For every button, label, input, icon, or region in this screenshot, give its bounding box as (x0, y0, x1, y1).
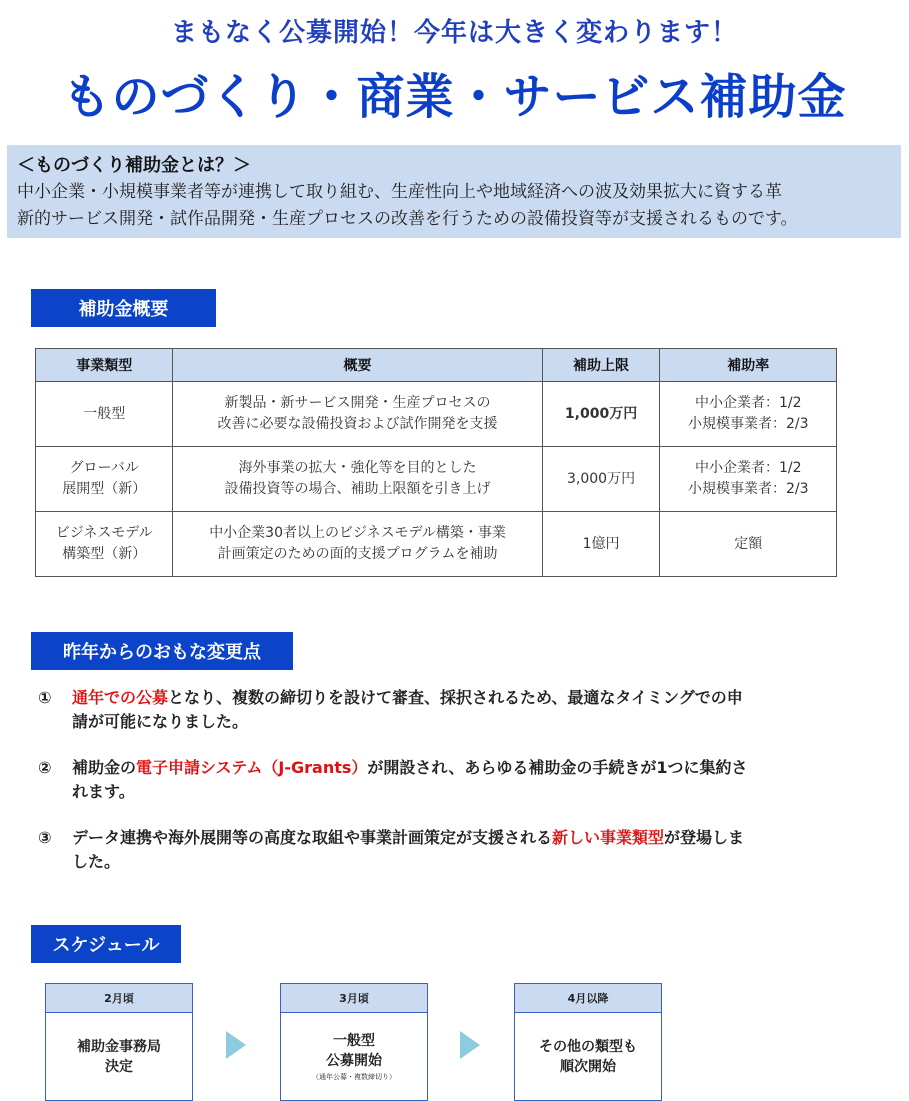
list-item (38, 826, 758, 874)
list-item (38, 686, 758, 734)
summary-cell (173, 382, 542, 447)
intro-text (17, 179, 891, 233)
table-row (36, 447, 837, 512)
item-text-post: となり、複数の締切りを設けて審査、採択されるため、最適なタイミングでの申請が可能になりました。 (72, 688, 743, 731)
item-text (72, 756, 758, 804)
intro-heading: ＜ものづくり補助金とは？＞ (17, 155, 251, 176)
table-header-row (36, 349, 837, 382)
rate-cell (660, 382, 837, 447)
schedule-period: 2月頃 (46, 984, 192, 1013)
item-number: ② (38, 758, 52, 777)
cell-line: 改善に必要な設備投資および試作開発を支援 (217, 416, 498, 432)
column-header: 補助上限 (542, 349, 660, 382)
cell-line: グローバル (69, 460, 139, 476)
section-label-schedule: スケジュール (31, 925, 181, 963)
type-cell (36, 512, 173, 577)
item-text-pre: データ連携や海外展開等の高度な取組や事業計画策定が支援される (72, 828, 553, 847)
section-label-overview: 補助金概要 (31, 289, 216, 327)
item-text-pre: 補助金の (72, 758, 137, 777)
limit-cell: 3,000万円 (542, 447, 660, 512)
schedule-line: 補助金事務局 (77, 1039, 161, 1055)
cell-line: 中小企業者：1/2 (694, 395, 802, 411)
cell-line: 構築型（新） (62, 546, 147, 562)
page-subtitle: まもなく公募開始！今年は大きく変わります！ (170, 18, 738, 48)
item-number: ③ (38, 828, 52, 847)
list-item (38, 756, 758, 804)
section-label-changes: 昨年からのおもな変更点 (31, 632, 293, 670)
type-cell (36, 382, 173, 447)
limit-cell: 1,000万円 (542, 382, 660, 447)
cell-line: 新製品・新サービス開発・生産プロセスの (224, 395, 491, 411)
cell-line: 設備投資等の場合、補助上限額を引き上げ (224, 481, 491, 497)
cell-line: 小規模事業者：2/3 (687, 481, 809, 497)
cell-line: 展開型（新） (62, 481, 147, 497)
item-text (72, 686, 758, 734)
schedule-period: 3月頃 (281, 984, 427, 1013)
intro-line: 中小企業・小規模事業者等が連携して取り組む、生産性向上や地域経済への波及効果拡大に資する革 (17, 182, 782, 202)
item-text-post: が開設され、あらゆる補助金の手続きが1つに集約されます。 (72, 758, 748, 801)
item-text (72, 826, 758, 874)
change-list (38, 686, 758, 896)
summary-cell (173, 512, 542, 577)
schedule-note: （通年公募・複数締切り） (312, 1073, 396, 1081)
schedule-step (514, 983, 662, 1101)
schedule-body (46, 1013, 192, 1101)
cell-line: 小規模事業者：2/3 (687, 416, 809, 432)
item-highlight: 電子申請システム（J-Grants） (136, 758, 368, 777)
item-number: ① (38, 688, 52, 707)
overview-table (35, 348, 837, 577)
column-header: 補助率 (660, 349, 837, 382)
rate-cell (660, 447, 837, 512)
table-row (36, 512, 837, 577)
limit-cell: 1億円 (542, 512, 660, 577)
cell-line: ビジネスモデル (55, 525, 153, 541)
cell-line: 中小企業者：1/2 (694, 460, 802, 476)
cell-line: 定額 (734, 535, 763, 552)
arrow-right-icon (226, 1031, 246, 1059)
summary-cell (173, 447, 542, 512)
page-title: ものづくり・商業・サービス補助金 (62, 69, 847, 125)
schedule-step (280, 983, 428, 1101)
table-row (36, 382, 837, 447)
schedule-line: 順次開始 (560, 1059, 616, 1075)
type-cell (36, 447, 173, 512)
rate-cell (660, 512, 837, 577)
cell-line: 海外事業の拡大・強化等を目的とした (238, 460, 477, 476)
schedule-line: 公募開始 (326, 1053, 382, 1069)
cell-line: 計画策定のための面的支援プログラムを補助 (217, 546, 498, 562)
schedule-body (515, 1013, 661, 1101)
schedule-line: その他の類型も (539, 1039, 637, 1055)
column-header: 概要 (173, 349, 542, 382)
item-highlight: 通年での公募 (72, 688, 169, 707)
item-highlight: 新しい事業類型 (552, 828, 665, 847)
cell-line: 一般型 (83, 405, 126, 422)
item-text-post: が登場しました。 (72, 828, 745, 871)
intro-box (7, 145, 901, 238)
arrow-right-icon (460, 1031, 480, 1059)
cell-line: 中小企業30者以上のビジネスモデル構築・事業 (209, 525, 506, 541)
intro-line: 新的サービス開発・試作品開発・生産プロセスの改善を行うための設備投資等が支援されるものです。 (17, 209, 798, 229)
schedule-line: 一般型 (333, 1033, 375, 1049)
column-header: 事業類型 (36, 349, 173, 382)
schedule-line: 決定 (105, 1059, 133, 1075)
schedule-step (45, 983, 193, 1101)
schedule-period: 4月以降 (515, 984, 661, 1013)
schedule-body (281, 1013, 427, 1101)
